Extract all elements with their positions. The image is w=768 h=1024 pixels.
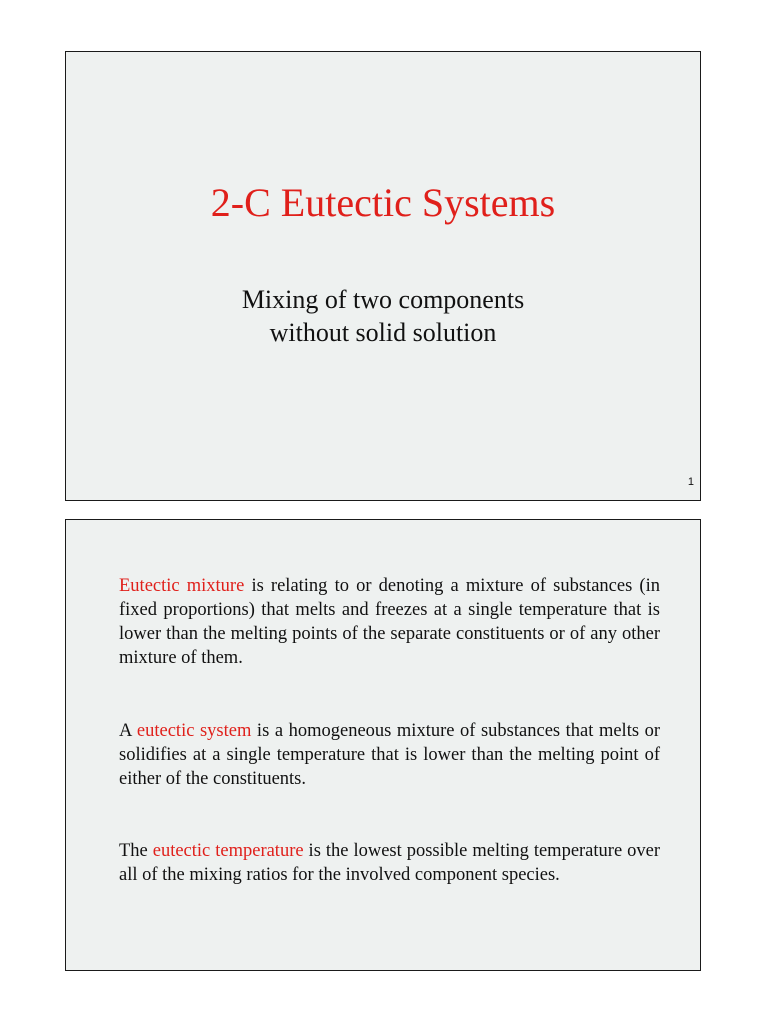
- subtitle-line-1: Mixing of two components: [241, 285, 525, 314]
- definition-text: is relating to or denoting a mixture of substances (in fixed proportions) that melts and freezes at a single temperature that is lower than the melting points of the separate constituents or of any other mixture of them.: [119, 576, 660, 668]
- definition-eutectic-system: [119, 719, 660, 791]
- term-eutectic-system: eutectic system: [136, 721, 252, 741]
- definition-prefix: The: [119, 841, 153, 861]
- definition-eutectic-temperature: [119, 839, 660, 887]
- definition-eutectic-mixture: [119, 574, 660, 670]
- definition-text: is the lowest possible melting temperature over all of the mixing ratios for the involved component species.: [119, 841, 661, 885]
- definition-prefix: A: [119, 721, 137, 741]
- slide-2: [65, 519, 701, 971]
- slide-title: 2-C Eutectic Systems: [210, 180, 556, 225]
- subtitle-line-2: without solid solution: [269, 318, 497, 347]
- page-number: 1: [687, 476, 694, 488]
- slide-1: [65, 51, 701, 501]
- term-eutectic-mixture: Eutectic mixture: [119, 576, 245, 596]
- term-eutectic-temperature: eutectic temperature: [152, 841, 304, 861]
- slide-subtitle: [66, 283, 700, 349]
- definition-text: is a homogeneous mixture of substances that melts or solidifies at a single temperature that is lower than the melting point of either of the constituents.: [119, 721, 661, 789]
